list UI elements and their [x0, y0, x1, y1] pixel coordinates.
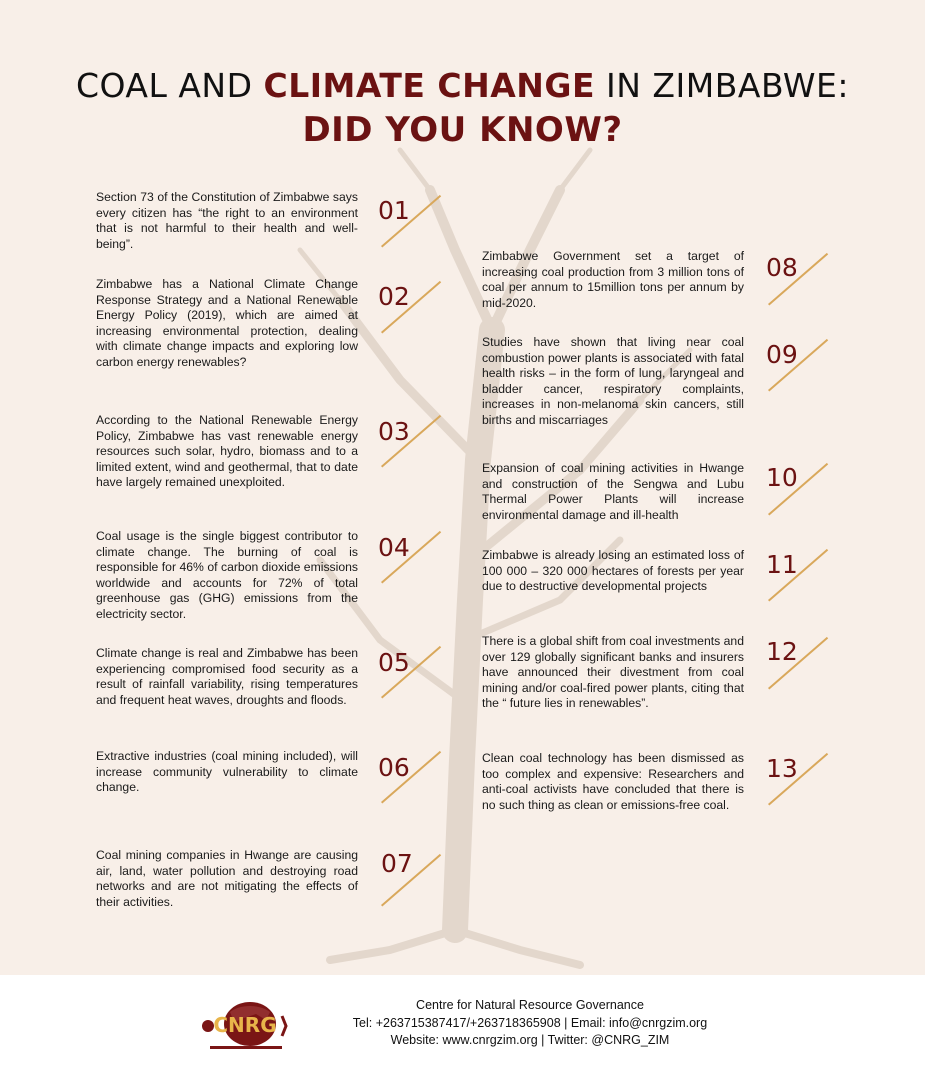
- fact-10-number: 10: [766, 463, 798, 492]
- fact-08-text: Zimbabwe Government set a target of increasing coal production from 3 million tons of coal per annum to 15million tons per annum by mid-2020.: [482, 249, 744, 310]
- fact-11-text: Zimbabwe is already losing an estimated loss of 100 000 – 320 000 hectares of forests per year due to destructive developmental projects: [482, 548, 744, 594]
- fact-12-text: There is a global shift from coal investments and over 129 globally significant banks and insurers have announced their divestment from coal mining and/or coal-fired power plants, citing that the “ future lies in renewables”.: [482, 634, 744, 711]
- fact-07-number: 07: [381, 849, 413, 878]
- cnrg-logo-icon: [200, 1000, 290, 1052]
- footer-contact: Tel: +263715387417/+263718365908 | Email: info@cnrgzim.org: [352, 1016, 708, 1030]
- fact-05-text: Climate change is real and Zimbabwe has been experiencing compromised food security as a result of rainfall variability, rising temperatures and frequent heat waves, droughts and floods.: [96, 646, 358, 707]
- fact-03-text: According to the National Renewable Energy Policy, Zimbabwe has vast renewable energy resources such solar, hydro, biomass and to a limited extent, wind and geothermal, that to date have largely remained unexploited.: [96, 413, 358, 490]
- fact-13-number: 13: [766, 754, 798, 783]
- fact-02-text: Zimbabwe has a National Climate Change Response Strategy and a National Renewable Energy Policy (2019), which are aimed at increasing environmental protection, dealing with climate change impacts and exploring low carbon energy renewables?: [96, 277, 358, 369]
- fact-01-number: 01: [378, 196, 410, 225]
- fact-01-text: Section 73 of the Constitution of Zimbabwe says every citizen has “the right to an environment that is not harmful to their health and well-being”.: [96, 190, 358, 251]
- fact-09-number: 09: [766, 340, 798, 369]
- fact-11-number: 11: [766, 550, 798, 579]
- fact-12-number: 12: [766, 637, 798, 666]
- fact-09-text: Studies have shown that living near coal combustion power plants is associated with fatal health risks – in the form of lung, laryngeal and bladder cancer, respiratory complaints, increases in non-melanoma skin cancers, still births and miscarriages: [482, 335, 744, 427]
- fact-06-text: Extractive industries (coal mining included), will increase community vulnerability to climate change.: [96, 749, 358, 795]
- fact-05-number: 05: [378, 648, 410, 677]
- fact-10-text: Expansion of coal mining activities in Hwange and construction of the Sengwa and Lubu Thermal Power Plants will increase environmental damage and ill-health: [482, 461, 744, 522]
- page-title: COAL AND CLIMATE CHANGE IN ZIMBABWE:: [75, 66, 850, 105]
- fact-06-number: 06: [378, 753, 410, 782]
- page-subtitle: DID YOU KNOW?: [302, 110, 623, 150]
- footer-web: Website: www.cnrgzim.org | Twitter: @CNRG_ZIM: [390, 1033, 670, 1047]
- fact-04-number: 04: [378, 533, 410, 562]
- fact-13-text: Clean coal technology has been dismissed as too complex and expensive: Researchers and anti-coal activists have concluded that there is no such thing as clean or emissions-free coal.: [482, 751, 744, 812]
- fact-04-text: Coal usage is the single biggest contributor to climate change. The burning of coal is responsible for 46% of carbon dioxide emissions worldwide and accounts for 72% of total greenhouse gas (GHG) emissions from the electricity sector.: [96, 529, 358, 621]
- title-accent: CLIMATE CHANGE: [263, 66, 596, 105]
- svg-text:CNRG: CNRG: [213, 1013, 277, 1037]
- fact-03-number: 03: [378, 417, 410, 446]
- footer-org-name: Centre for Natural Resource Governance: [416, 998, 644, 1012]
- fact-08-number: 08: [766, 253, 798, 282]
- fact-07-text: Coal mining companies in Hwange are causing air, land, water pollution and destroying road networks and are not mitigating the effects of their activities.: [96, 848, 358, 909]
- fact-02-number: 02: [378, 282, 410, 311]
